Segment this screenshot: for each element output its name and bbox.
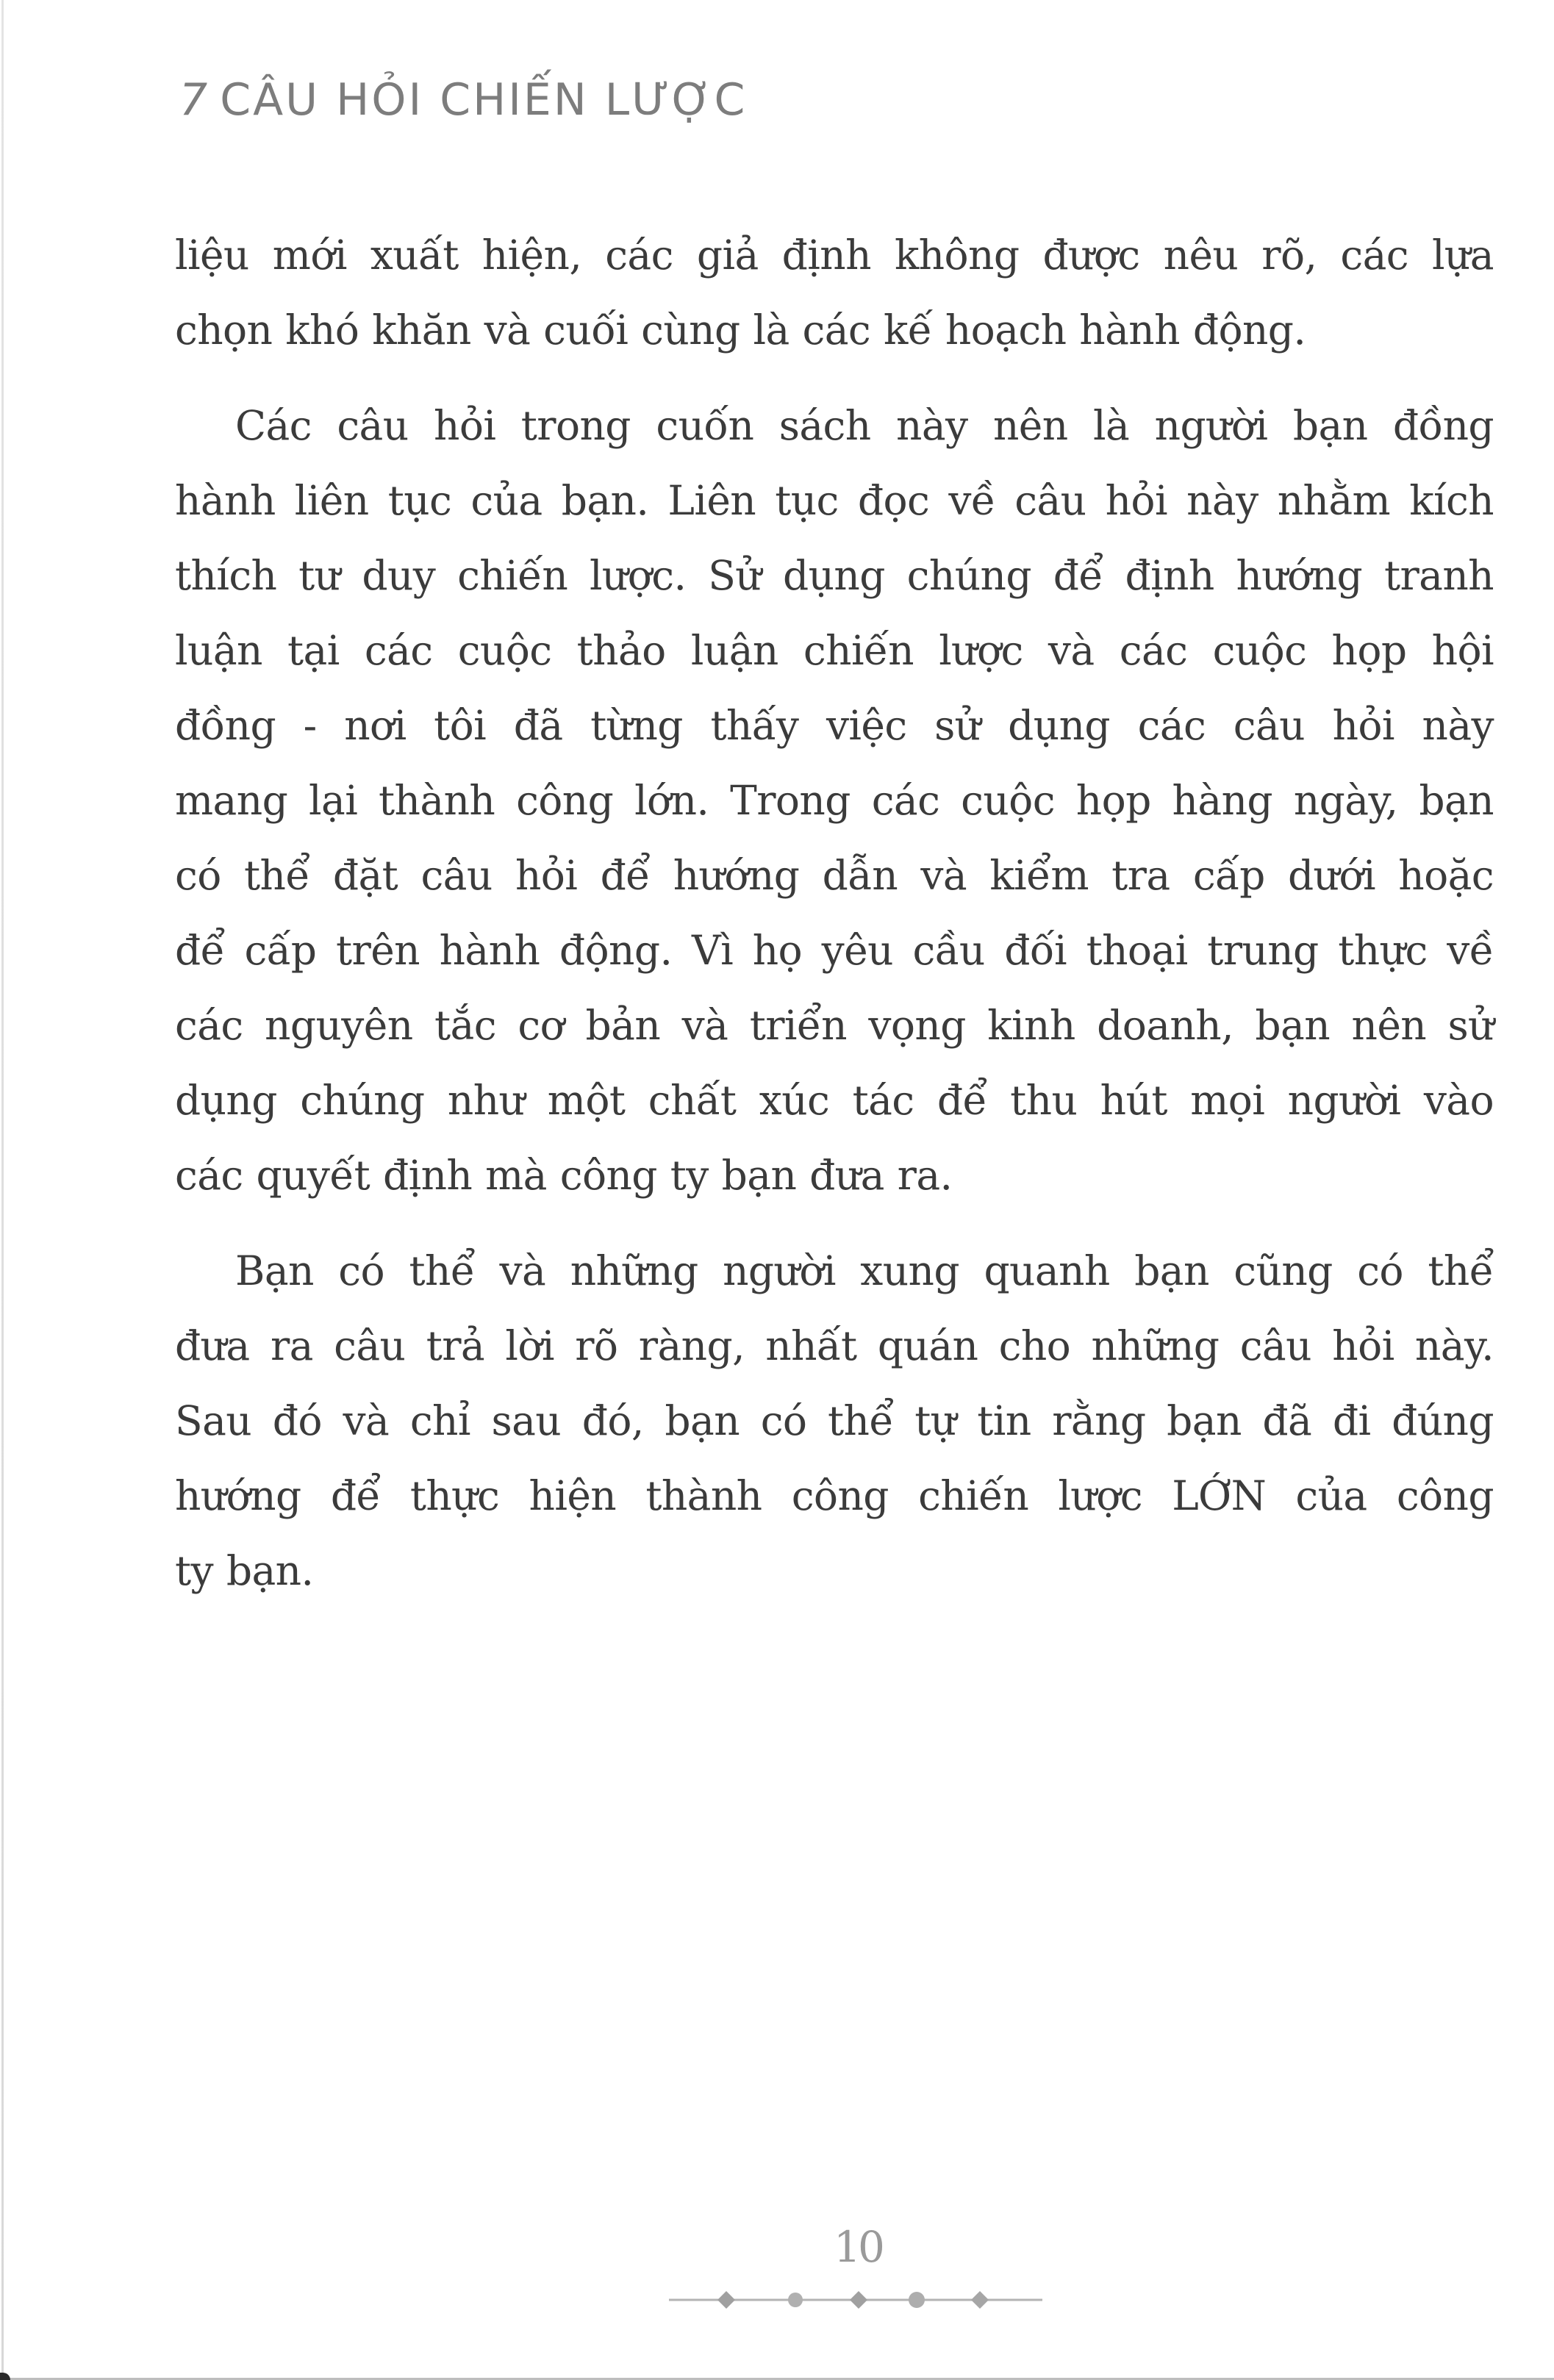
running-header — [179, 74, 747, 126]
text-line: dụng chúng như một chất xúc tác để thu hút mọi người vào — [175, 1077, 1494, 1124]
text-line: các nguyên tắc cơ bản và triển vọng kinh doanh, bạn nên sử — [175, 1002, 1494, 1049]
scan-corner-artifact — [0, 2373, 10, 2380]
text-line: có thể đặt câu hỏi để hướng dẫn và kiểm tra cấp dưới hoặc — [175, 852, 1494, 899]
paragraph-3 — [175, 1233, 1494, 1608]
scan-edge-left — [1, 0, 4, 2380]
text-line: các quyết định mà công ty bạn đưa ra. — [175, 1152, 953, 1199]
text-line: hướng để thực hiện thành công chiến lược LỚN của công — [175, 1472, 1494, 1519]
text-line: chọn khó khăn và cuối cùng là các kế hoạch hành động. — [175, 307, 1306, 354]
text-line: liệu mới xuất hiện, các giả định không được nêu rõ, các lựa — [175, 232, 1494, 279]
chapter-number: 7 — [179, 74, 210, 126]
text-line: luận tại các cuộc thảo luận chiến lược và các cuộc họp hội — [175, 627, 1494, 674]
text-line: Bạn có thể và những người xung quanh bạn cũng có thể — [235, 1247, 1494, 1294]
text-line: ty bạn. — [175, 1547, 314, 1594]
text-line: đưa ra câu trả lời rõ ràng, nhất quán cho những câu hỏi này. — [175, 1322, 1494, 1369]
running-title: CÂU HỎI CHIẾN LƯỢC — [220, 74, 748, 126]
text-line: hành liên tục của bạn. Liên tục đọc về câu hỏi này nhằm kích — [175, 477, 1494, 524]
text-line: Các câu hỏi trong cuốn sách này nên là người bạn đồng — [235, 402, 1494, 449]
body-text — [175, 218, 1494, 1608]
text-line: Sau đó và chỉ sau đó, bạn có thể tự tin rằng bạn đã đi đúng — [175, 1397, 1494, 1444]
text-line: thích tư duy chiến lược. Sử dụng chúng để định hướng tranh — [175, 552, 1494, 599]
paragraph-1 — [175, 218, 1494, 368]
text-line: để cấp trên hành động. Vì họ yêu cầu đối thoại trung thực về — [175, 927, 1494, 974]
page-number: 10 — [834, 2222, 882, 2272]
footer-ornament-icon — [669, 2287, 1044, 2312]
text-line: đồng - nơi tôi đã từng thấy việc sử dụng các câu hỏi này — [175, 702, 1494, 749]
text-line: mang lại thành công lớn. Trong các cuộc họp hàng ngày, bạn — [175, 777, 1494, 824]
paragraph-2 — [175, 388, 1494, 1213]
